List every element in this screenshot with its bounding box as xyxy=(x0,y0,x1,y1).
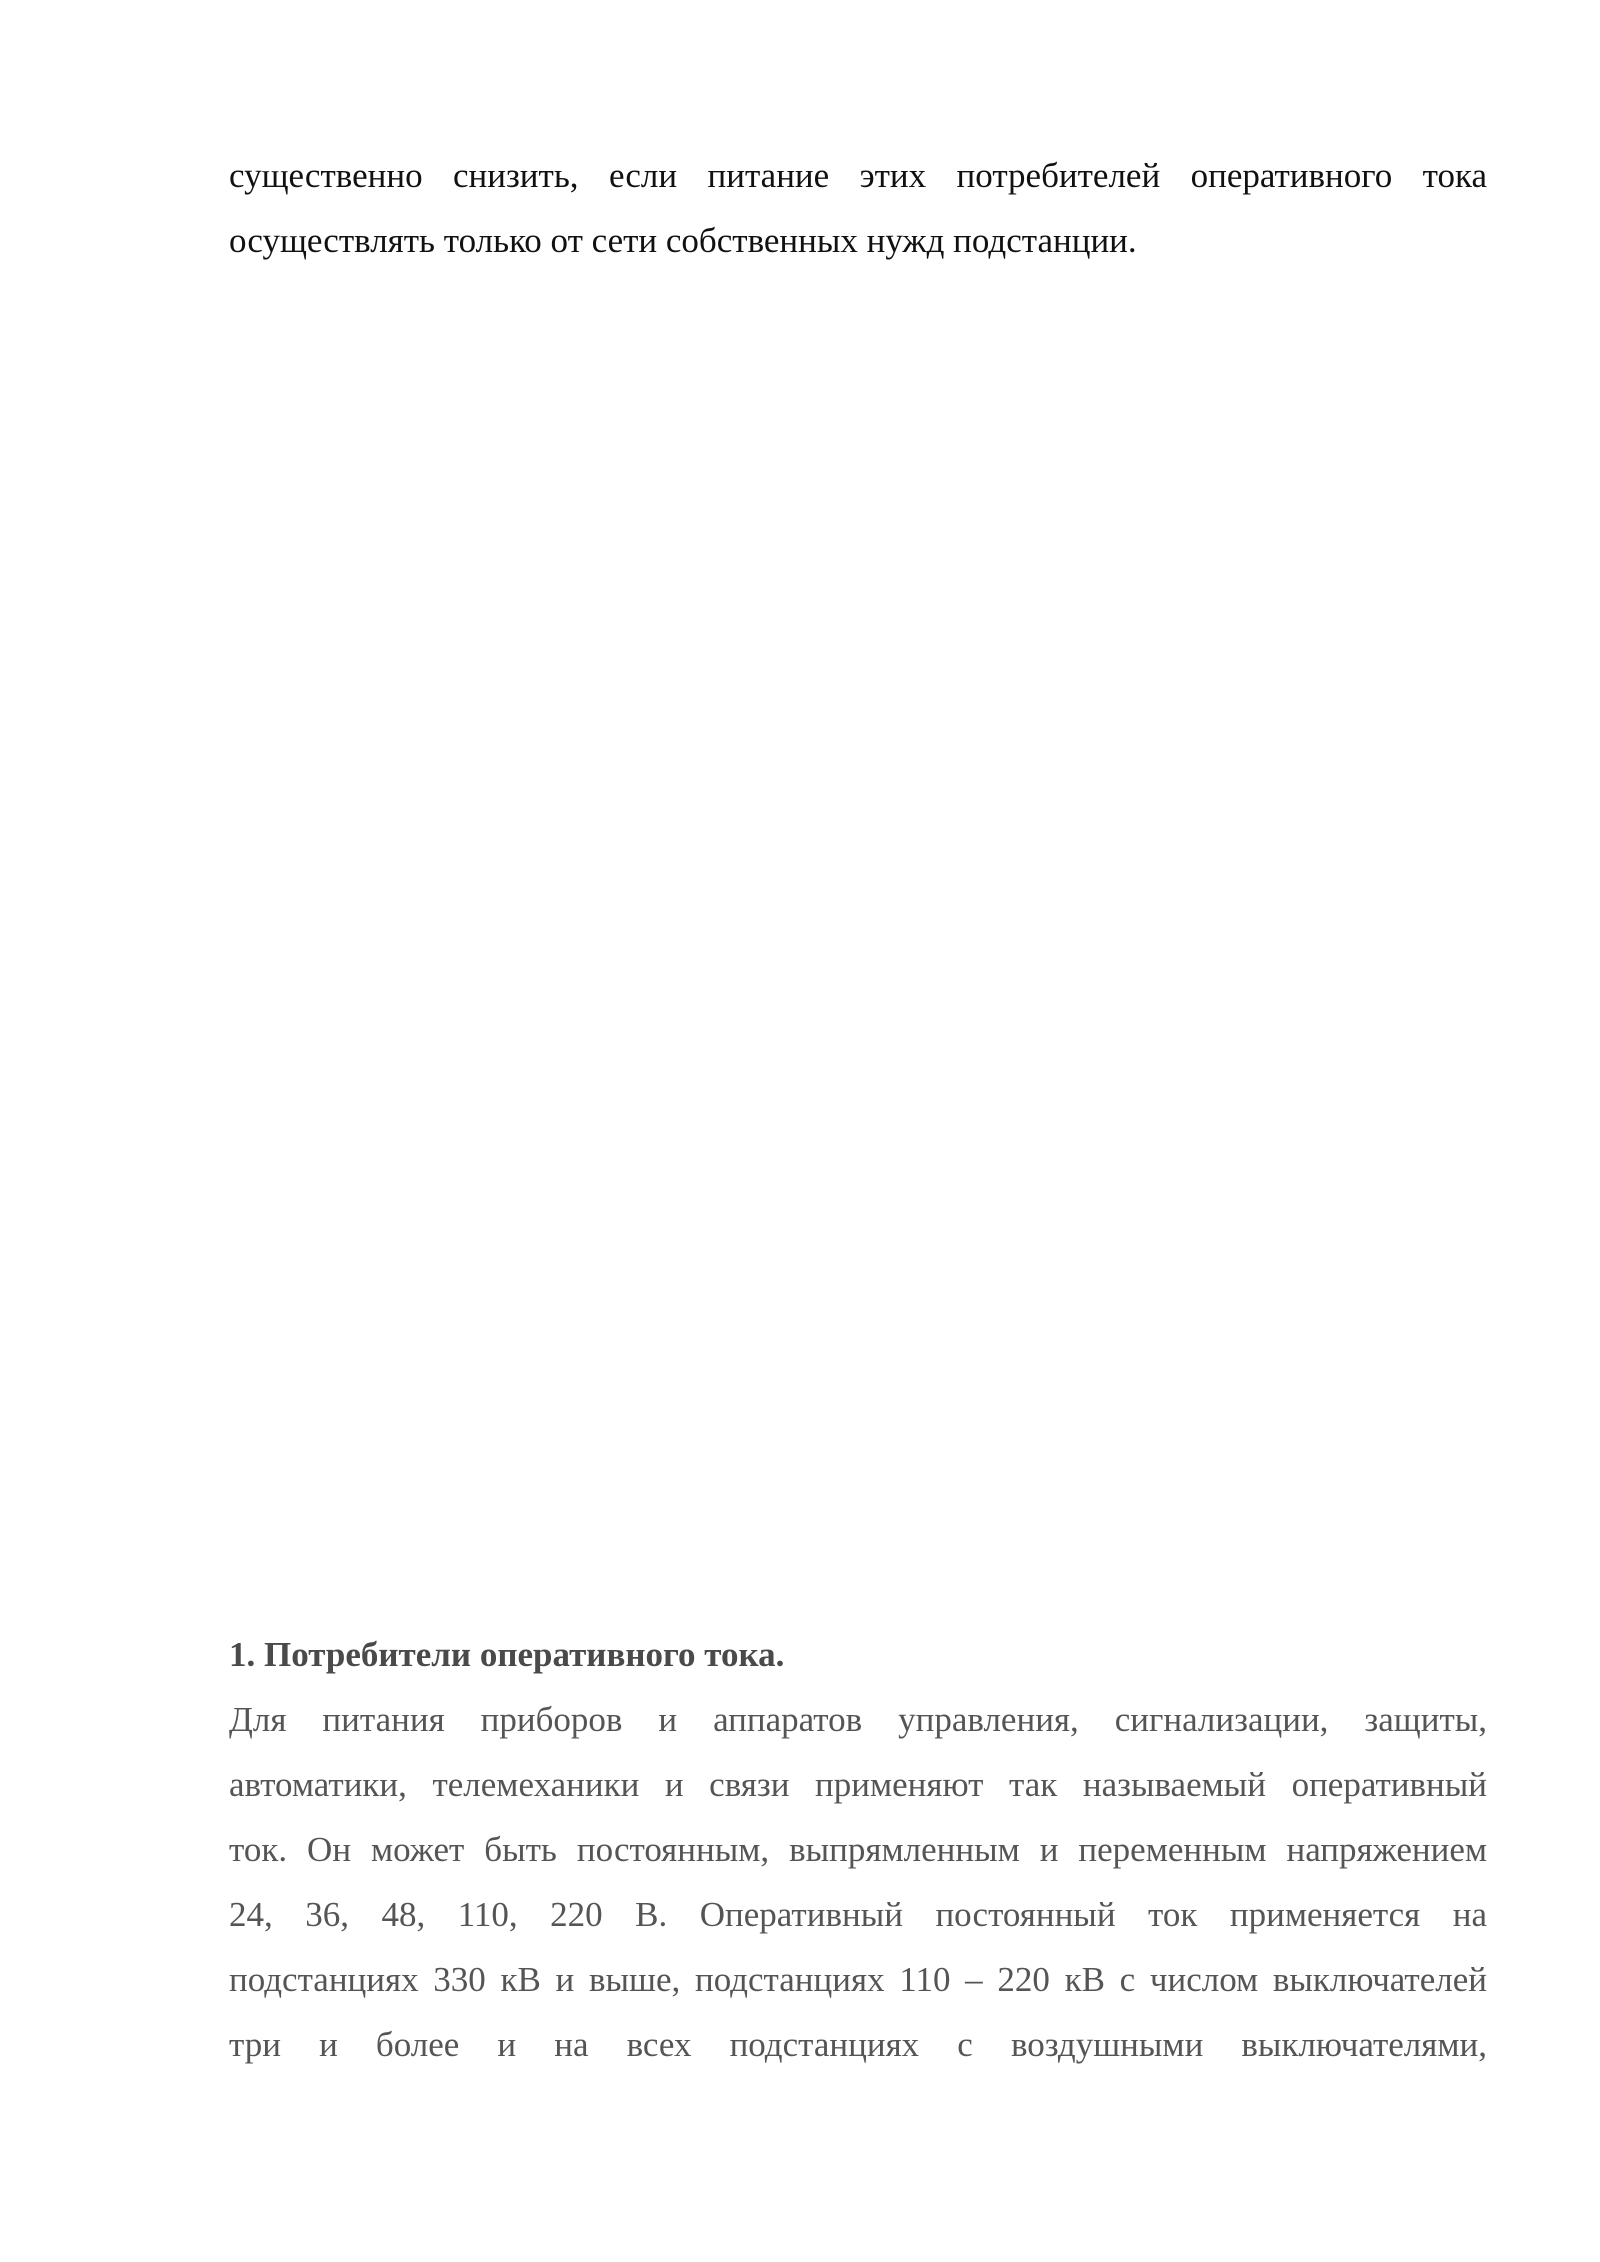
paragraph-line: осуществлять только от сети собственных нужд подстанции. xyxy=(229,221,1137,260)
bottom-paragraph xyxy=(229,1687,1487,2077)
paragraph-line: существенно снизить, если питание этих потребителей оперативного тока xyxy=(229,156,1487,195)
section-heading: 1. Потребители оперативного тока. xyxy=(229,1635,785,1674)
paragraph-line: ток. Он может быть постоянным, выпрямленным и переменным напряжением xyxy=(229,1830,1487,1869)
paragraph-line: автоматики, телемеханики и связи применяют так называемый оперативный xyxy=(229,1765,1487,1804)
paragraph-line: три и более и на всех подстанциях с воздушными выключателями, xyxy=(229,2025,1487,2064)
paragraph-line: Для питания приборов и аппаратов управления, сигнализации, защиты, xyxy=(229,1700,1487,1739)
top-paragraph xyxy=(229,143,1487,273)
paragraph-line: подстанциях 330 кВ и выше, подстанциях 110 – 220 кВ с числом выключателей xyxy=(229,1960,1487,1999)
paragraph-line: 24, 36, 48, 110, 220 В. Оперативный постоянный ток применяется на xyxy=(229,1895,1487,1934)
